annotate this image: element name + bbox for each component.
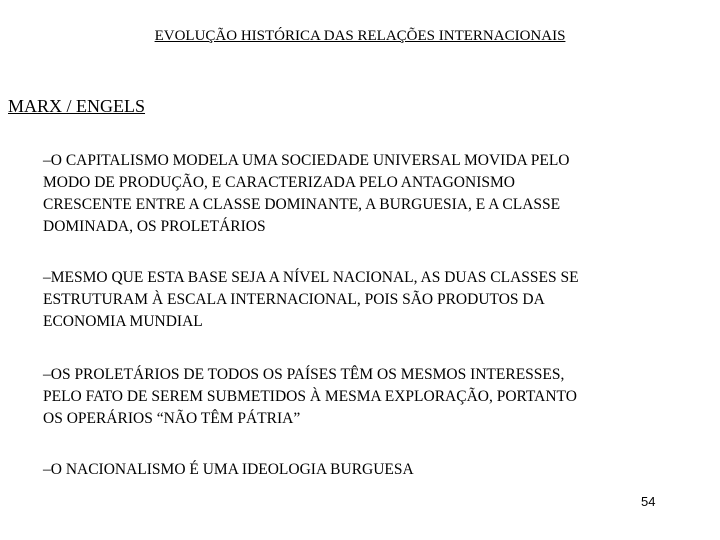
bullet-international-classes: –MESMO QUE ESTA BASE SEJA A NÍVEL NACIONAL, AS DUAS CLASSES SE ESTRUTURAM À ESCALA INTERNACIONAL, POIS SÃO PRODUTOS DA ECONOMIA MUNDIAL bbox=[43, 269, 579, 330]
slide-title: EVOLUÇÃO HISTÓRICA DAS RELAÇÕES INTERNACIONAIS bbox=[154, 28, 566, 44]
bullet-proletarians: –OS PROLETÁRIOS DE TODOS OS PAÍSES TÊM OS MESMOS INTERESSES, PELO FATO DE SEREM SUBMETIDOS À MESMA EXPLORAÇÃO, PORTANTO OS OPERÁRIOS “NÃO TÊM PÁTRIA” bbox=[43, 366, 577, 427]
section-heading: MARX / ENGELS bbox=[8, 96, 146, 116]
page-number: 54 bbox=[641, 494, 656, 509]
bullet-nationalism: –O NACIONALISMO É UMA IDEOLOGIA BURGUESA bbox=[43, 461, 414, 478]
bullet-capitalism: –O CAPITALISMO MODELA UMA SOCIEDADE UNIVERSAL MOVIDA PELO MODO DE PRODUÇÃO, E CARACTERIZADA PELO ANTAGONISMO CRESCENTE ENTRE A CLASSE DOMINANTE, A BURGUESIA, E A CLASSE DOMINADA, OS PROLETÁRIOS bbox=[43, 152, 570, 235]
